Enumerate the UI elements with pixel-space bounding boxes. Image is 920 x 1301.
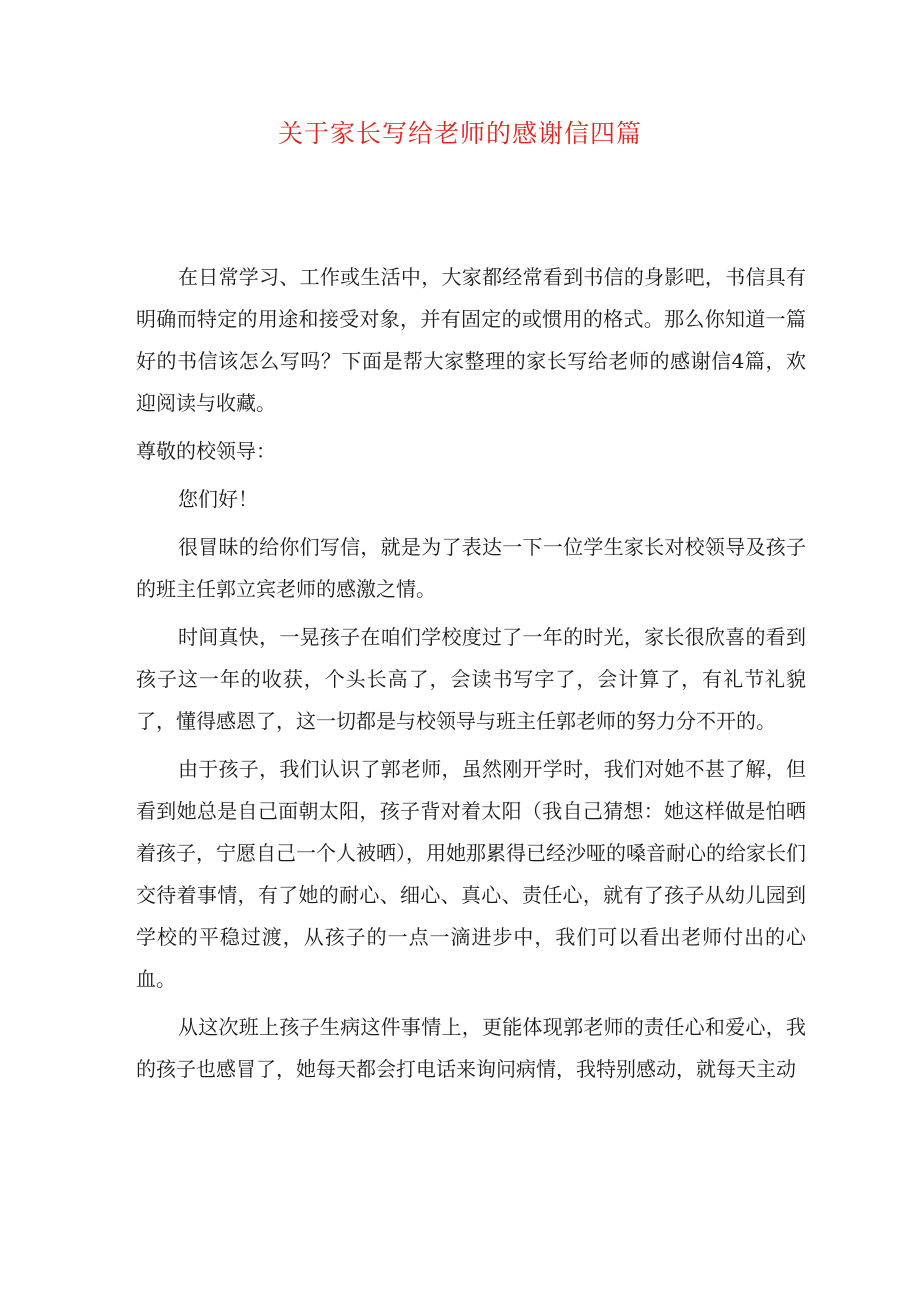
body-paragraph-1: 很冒昧的给你们写信，就是为了表达一下一位学生家长对校领导及孩子的班主任郭立宾老师的感激之情。 <box>136 535 806 601</box>
intro-paragraph: 在日常学习、工作或生活中，大家都经常看到书信的身影吧，书信具有明确而特定的用途和接受对象，并有固定的或惯用的格式。那么你知道一篇好的书信该怎么写吗？下面是帮大家整理的家长写给老师的感谢信4篇，欢迎阅读与收藏。 <box>136 265 806 415</box>
body-paragraph-2: 时间真快，一晃孩子在咱们学校度过了一年的时光，家长很欣喜的看到孩子这一年的收获，个头长高了，会读书写字了，会计算了，有礼节礼貌了，懂得感恩了，这一切都是与校领导与班主任郭老师的努力分不开的。 <box>136 625 806 733</box>
document-title: 关于家长写给老师的感谢信四篇 <box>277 119 642 148</box>
greeting: 您们好！ <box>178 487 258 511</box>
body-paragraph-4: 从这次班上孩子生病这件事情上，更能体现郭老师的责任心和爱心，我的孩子也感冒了，她每天都会打电话来询问病情，我特别感动，就每天主动 <box>136 1015 806 1081</box>
document-body <box>136 256 806 1090</box>
body-paragraph-3: 由于孩子，我们认识了郭老师，虽然刚开学时，我们对她不甚了解，但看到她总是自己面朝太阳，孩子背对着太阳（我自己猜想：她这样做是怕晒着孩子，宁愿自己一个人被晒），用她那累得已经沙哑的嗓音耐心的给家长们交待着事情，有了她的耐心、细心、真心、责任心，就有了孩子从幼儿园到学校的平稳过渡，从孩子的一点一滴进步中，我们可以看出老师付出的心血。 <box>136 757 806 991</box>
salutation: 尊敬的校领导： <box>136 439 276 463</box>
